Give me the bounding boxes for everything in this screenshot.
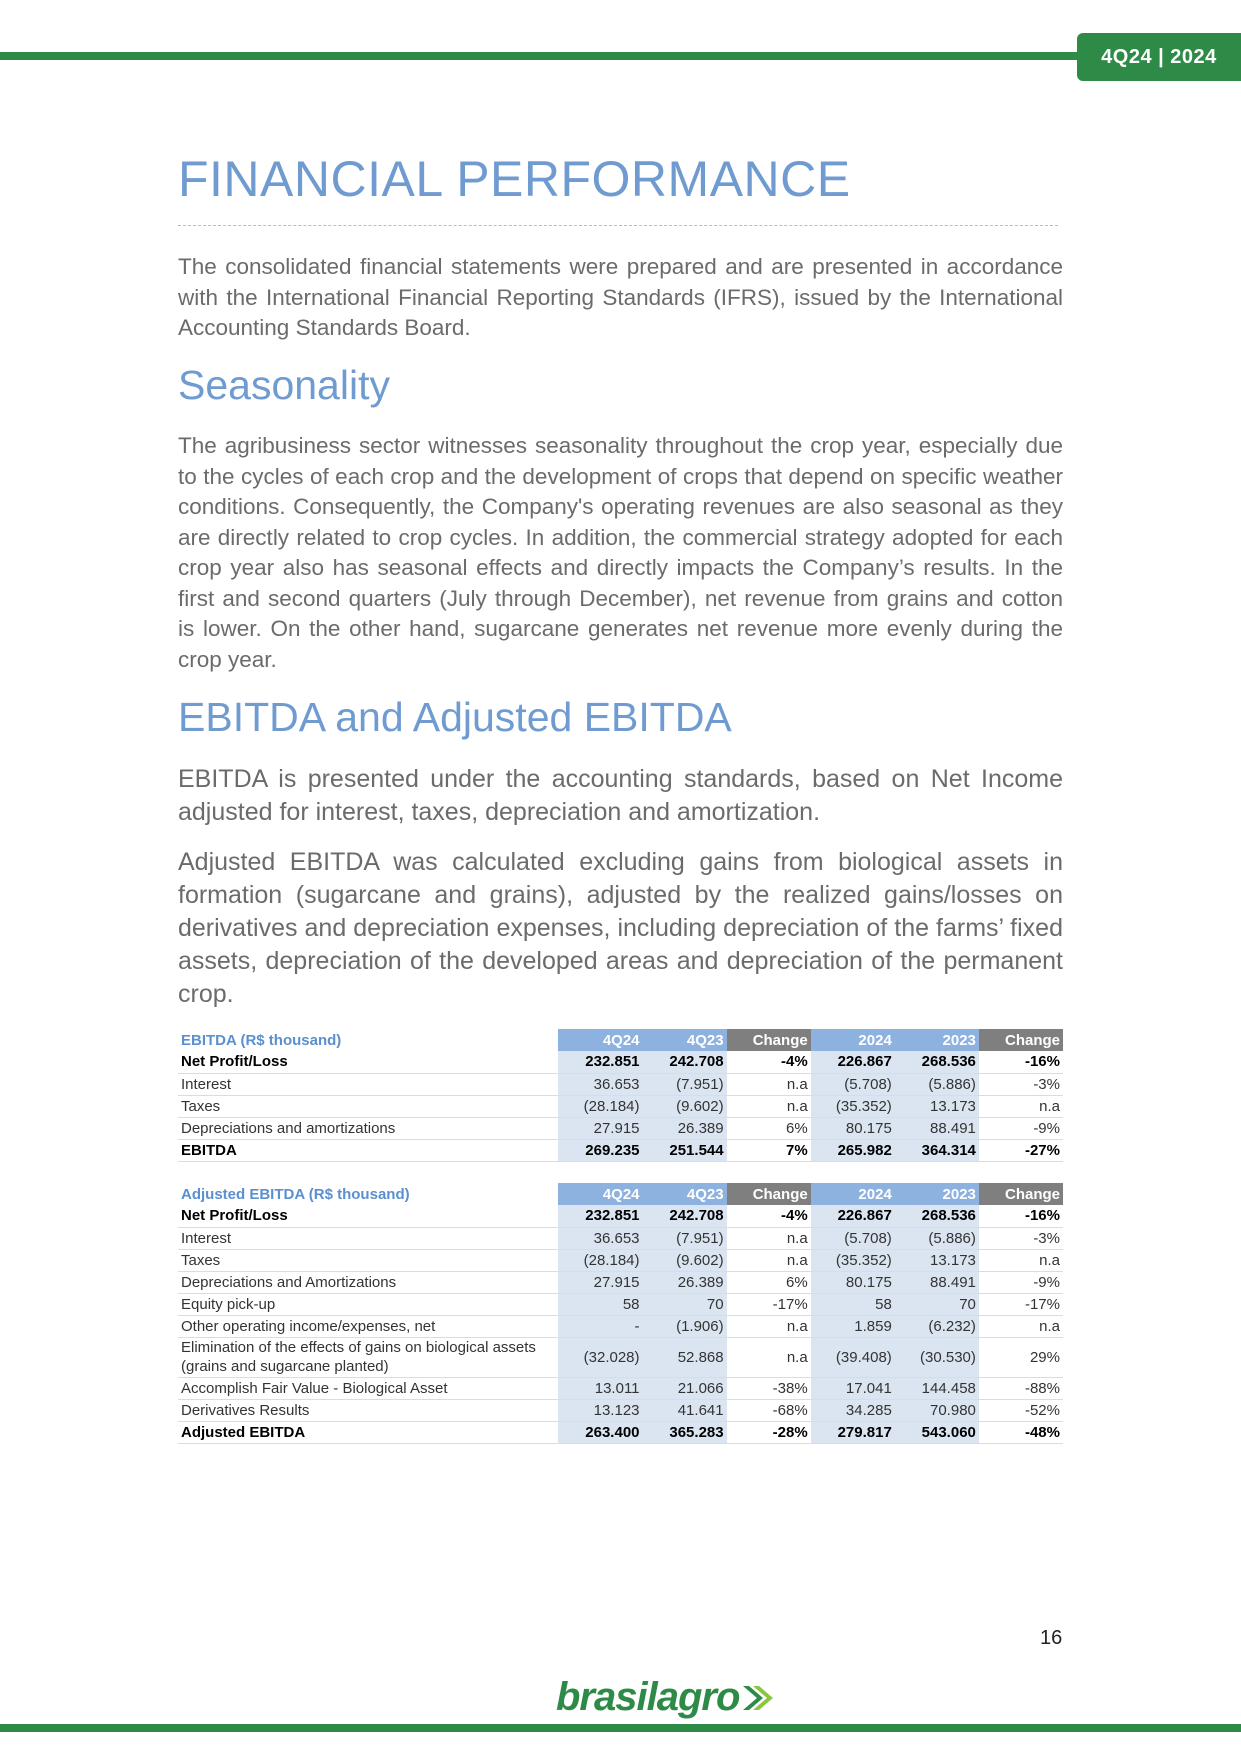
row-label: Derivatives Results [178,1399,558,1421]
title-divider [178,225,1058,226]
table-cell: 34.285 [811,1399,895,1421]
table-cell: -28% [727,1421,811,1443]
table-cell: 13.011 [558,1377,642,1399]
table-cell: 232.851 [558,1051,642,1073]
row-label: Taxes [178,1249,558,1271]
column-header: Change [727,1029,811,1051]
row-label: Interest [178,1073,558,1095]
table-cell: 265.982 [811,1139,895,1161]
table-cell: - [558,1315,642,1337]
table-cell: 268.536 [895,1051,979,1073]
column-header: 2023 [895,1029,979,1051]
table-cell: -9% [979,1271,1063,1293]
table-cell: (35.352) [811,1095,895,1117]
table-row [178,1271,1063,1293]
ebitda-paragraph-1: EBITDA is presented under the accounting standards, based on Net Income adjusted for interest, taxes, depreciation and amortization. [178,765,1063,826]
table-row [178,1205,1063,1227]
table-row [178,1337,1063,1377]
table-cell: 70 [895,1293,979,1315]
column-header: Change [727,1183,811,1205]
row-label: Elimination of the effects of gains on biological assets (grains and sugarcane planted) [178,1337,558,1377]
table-row [178,1249,1063,1271]
table-cell: -16% [979,1051,1063,1073]
table-cell: (28.184) [558,1249,642,1271]
table-cell: 365.283 [643,1421,727,1443]
row-label: Equity pick-up [178,1293,558,1315]
table-cell: (5.708) [811,1227,895,1249]
table-cell: (7.951) [643,1227,727,1249]
logo-text: brasilagro [556,1675,740,1719]
row-label: Interest [178,1227,558,1249]
table-cell: 13.123 [558,1399,642,1421]
table-cell: 242.708 [643,1051,727,1073]
table-cell: n.a [727,1249,811,1271]
table-cell: 36.653 [558,1227,642,1249]
column-header: 4Q24 [558,1029,642,1051]
column-header: 4Q23 [643,1029,727,1051]
table-row [178,1227,1063,1249]
table-cell: 226.867 [811,1205,895,1227]
table-cell: (7.951) [643,1073,727,1095]
table-cell: 58 [558,1293,642,1315]
table-cell: 1.859 [811,1315,895,1337]
table-cell: -27% [979,1139,1063,1161]
table-cell: 29% [979,1337,1063,1377]
table-cell: 26.389 [643,1117,727,1139]
row-label: EBITDA [178,1139,558,1161]
table-cell: -3% [979,1227,1063,1249]
table-cell: 88.491 [895,1271,979,1293]
table-row [178,1073,1063,1095]
table-cell: (28.184) [558,1095,642,1117]
table-cell: (5.886) [895,1073,979,1095]
seasonality-heading: Seasonality [178,362,390,408]
brasilagro-logo [556,1675,775,1720]
table-cell: (1.906) [643,1315,727,1337]
table-cell: 242.708 [643,1205,727,1227]
row-label: Taxes [178,1095,558,1117]
table-cell: n.a [727,1315,811,1337]
table-cell: 80.175 [811,1117,895,1139]
table-cell: (6.232) [895,1315,979,1337]
column-header: 2024 [811,1183,895,1205]
column-header: 2023 [895,1183,979,1205]
table-cell: n.a [979,1095,1063,1117]
table-cell: 21.066 [643,1377,727,1399]
table-cell: -88% [979,1377,1063,1399]
column-header: Change [979,1029,1063,1051]
table-cell: n.a [979,1249,1063,1271]
table-cell: 27.915 [558,1271,642,1293]
table-row [178,1421,1063,1443]
table-cell: (9.602) [643,1095,727,1117]
table-row [178,1293,1063,1315]
row-label: Accomplish Fair Value - Biological Asset [178,1377,558,1399]
column-header: 4Q23 [643,1183,727,1205]
table-cell: -52% [979,1399,1063,1421]
intro-paragraph: The consolidated financial statements were prepared and are presented in accordance with the International Financial Reporting Standards (IFRS), issued by the International Accounting Standards Board. [178,254,1063,340]
row-label: Depreciations and Amortizations [178,1271,558,1293]
period-tab: 4Q24 | 2024 [1077,33,1241,81]
table-cell: 70.980 [895,1399,979,1421]
table-cell: 251.544 [643,1139,727,1161]
table-cell: 36.653 [558,1073,642,1095]
table-cell: n.a [727,1337,811,1377]
table-cell: 6% [727,1117,811,1139]
table-cell: -3% [979,1073,1063,1095]
table-cell: 52.868 [643,1337,727,1377]
row-label: Net Profit/Loss [178,1051,558,1073]
table-cell: 7% [727,1139,811,1161]
column-header: 4Q24 [558,1183,642,1205]
table-cell: -4% [727,1205,811,1227]
table-cell: 6% [727,1271,811,1293]
table-title: EBITDA (R$ thousand) [178,1029,558,1051]
table-cell: n.a [979,1315,1063,1337]
ebitda-table [178,1029,1063,1162]
footer-green-bar [0,1724,1241,1732]
ebitda-heading: EBITDA and Adjusted EBITDA [178,694,732,740]
table-cell: 17.041 [811,1377,895,1399]
table-cell: 263.400 [558,1421,642,1443]
table-cell: n.a [727,1095,811,1117]
row-label: Adjusted EBITDA [178,1421,558,1443]
table-cell: -48% [979,1421,1063,1443]
table-row [178,1095,1063,1117]
table-cell: (32.028) [558,1337,642,1377]
logo-chevron-icon [739,1682,775,1714]
table-cell: (35.352) [811,1249,895,1271]
row-label: Other operating income/expenses, net [178,1315,558,1337]
table-row [178,1377,1063,1399]
table-cell: -38% [727,1377,811,1399]
table-cell: -9% [979,1117,1063,1139]
table-cell: 269.235 [558,1139,642,1161]
table-header-row [178,1183,1063,1205]
table-cell: -16% [979,1205,1063,1227]
table-cell: 80.175 [811,1271,895,1293]
table-cell: 268.536 [895,1205,979,1227]
table-cell: -17% [727,1293,811,1315]
table-cell: n.a [727,1073,811,1095]
table-cell: 232.851 [558,1205,642,1227]
table-cell: (30.530) [895,1337,979,1377]
table-cell: 26.389 [643,1271,727,1293]
table-cell: 27.915 [558,1117,642,1139]
table-header-row [178,1029,1063,1051]
table-cell: 41.641 [643,1399,727,1421]
table-cell: -17% [979,1293,1063,1315]
table-cell: 279.817 [811,1421,895,1443]
table-cell: (39.408) [811,1337,895,1377]
table-row [178,1139,1063,1161]
table-cell: 364.314 [895,1139,979,1161]
table-title: Adjusted EBITDA (R$ thousand) [178,1183,558,1205]
table-row [178,1051,1063,1073]
adjusted-ebitda-table [178,1183,1063,1444]
table-cell: 543.060 [895,1421,979,1443]
table-cell: 144.458 [895,1377,979,1399]
table-cell: n.a [727,1227,811,1249]
row-label: Depreciations and amortizations [178,1117,558,1139]
table-cell: 58 [811,1293,895,1315]
table-cell: (5.886) [895,1227,979,1249]
ebitda-paragraph-2: Adjusted EBITDA was calculated excluding gains from biological assets in formation (sugarcane and grains), adjusted by the realized gains/losses on derivatives and depreciation expenses, including depreciation of the farms’ fixed assets, depreciation of the developed areas and depreciation of the permanent crop. [178,848,1063,1008]
page-number: 16 [1040,1627,1063,1649]
header-green-bar [0,52,1100,60]
table-cell: 88.491 [895,1117,979,1139]
table-cell: 13.173 [895,1249,979,1271]
table-cell: (5.708) [811,1073,895,1095]
table-cell: -68% [727,1399,811,1421]
table-cell: 13.173 [895,1095,979,1117]
table-cell: 70 [643,1293,727,1315]
column-header: 2024 [811,1029,895,1051]
table-row [178,1315,1063,1337]
column-header: Change [979,1183,1063,1205]
table-cell: -4% [727,1051,811,1073]
row-label: Net Profit/Loss [178,1205,558,1227]
table-row [178,1117,1063,1139]
table-row [178,1399,1063,1421]
page-title: FINANCIAL PERFORMANCE [178,151,851,207]
table-cell: 226.867 [811,1051,895,1073]
table-cell: (9.602) [643,1249,727,1271]
seasonality-paragraph: The agribusiness sector witnesses seasonality throughout the crop year, especially due to the cycles of each crop and the development of crops that depend on specific weather conditions. Consequently, the Company's operating revenues are also seasonal as they are directly related to crop cycles. In addition, the commercial strategy adopted for each crop year also has seasonal effects and directly impacts the Company’s results. In the first and second quarters (July through December), net revenue from grains and cotton is lower. On the other hand, sugarcane generates net revenue more evenly during the crop year. [178,433,1063,672]
